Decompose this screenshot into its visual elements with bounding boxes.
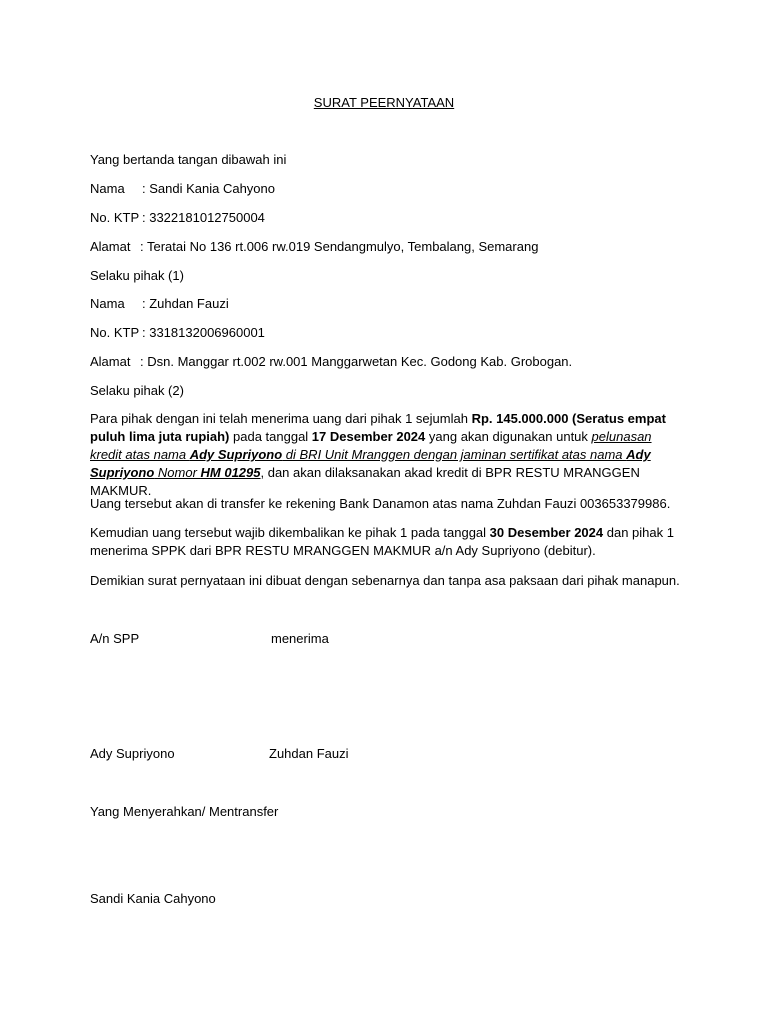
- party1-ktp-value: : 3322181012750004: [142, 210, 265, 225]
- document-title: SURAT PEERNYATAAN: [313, 95, 455, 110]
- signature-bottom-heading: Yang Menyerahkan/ Mentransfer: [90, 804, 279, 819]
- party1-role: Selaku pihak (1): [90, 268, 184, 283]
- party2-address-row: [90, 353, 572, 371]
- party2-address-label: Alamat: [90, 354, 131, 369]
- party1-address-value: : Teratai No 136 rt.006 rw.019 Sendangmulyo, Tembalang, Semarang: [140, 239, 539, 254]
- paragraph-transfer: Uang tersebut akan di transfer ke rekening Bank Danamon atas nama Zuhdan Fauzi 003653379986.: [90, 496, 671, 511]
- para3-date: 30 Desember 2024: [489, 525, 604, 540]
- para1-text-3: yang akan digunakan untuk: [425, 429, 592, 444]
- party2-name-row: [90, 295, 229, 313]
- para3-text-1: Kemudian uang tersebut wajib dikembalikan ke pihak 1 pada tanggal: [90, 525, 490, 540]
- paragraph-closing: Demikian surat pernyataan ini dibuat dengan sebenarnya dan tanpa asa paksaan dari pihak manapun.: [90, 573, 680, 588]
- intro-text: Yang bertanda tangan dibawah ini: [90, 152, 287, 167]
- para3-text-2: dan pihak 1 menerima SPPK dari BPR RESTU MRANGGEN MAKMUR a/n Ady Supriyono (debitur).: [90, 525, 674, 558]
- para1-date: 17 Desember 2024: [311, 429, 426, 444]
- party1-address-row: [90, 238, 538, 256]
- para1-purpose-2: di BRI Unit Mranggen dengan jaminan sertifikat atas nama: [282, 447, 627, 462]
- para1-debtor-name-2: Ady Supriyono: [90, 447, 651, 480]
- paragraph-return: [90, 524, 680, 560]
- party2-address-value: : Dsn. Manggar rt.002 rw.001 Manggarwetan Kec. Godong Kab. Grobogan.: [140, 354, 573, 369]
- para1-certificate-number: HM 01295: [200, 465, 261, 480]
- party1-ktp-row: [90, 209, 265, 227]
- party2-name-label: Nama: [90, 296, 125, 311]
- signature-left-name: Ady Supriyono: [90, 746, 175, 761]
- para1-amount: Rp. 145.000.000 (Seratus empat puluh lima juta rupiah): [90, 411, 666, 444]
- signature-left-heading: A/n SPP: [90, 631, 140, 646]
- para1-debtor-name-1: Ady Supriyono: [189, 447, 283, 462]
- signature-right-name: Zuhdan Fauzi: [269, 746, 349, 761]
- para1-purpose-3: Nomor: [154, 465, 201, 480]
- party2-role: Selaku pihak (2): [90, 383, 184, 398]
- party1-name-label: Nama: [90, 181, 125, 196]
- party1-name-row: [90, 180, 275, 198]
- para1-text-2: pada tanggal: [229, 429, 312, 444]
- party2-name-value: : Zuhdan Fauzi: [142, 296, 229, 311]
- party2-ktp-row: [90, 324, 265, 342]
- paragraph-payment: [90, 410, 680, 500]
- signature-right-heading: menerima: [271, 631, 329, 646]
- party2-ktp-label: No. KTP: [90, 325, 140, 340]
- party1-name-value: : Sandi Kania Cahyono: [142, 181, 275, 196]
- party1-address-label: Alamat: [90, 239, 131, 254]
- party1-ktp-label: No. KTP: [90, 210, 140, 225]
- party2-ktp-value: : 3318132006960001: [142, 325, 265, 340]
- para1-purpose-1: pelunasan kredit atas nama: [90, 429, 652, 462]
- para1-text-4: , dan akan dilaksanakan akad kredit di BPR RESTU MRANGGEN MAKMUR.: [90, 465, 640, 498]
- para1-text-1: Para pihak dengan ini telah menerima uang dari pihak 1 sejumlah: [90, 411, 472, 426]
- signature-bottom-name: Sandi Kania Cahyono: [90, 891, 216, 906]
